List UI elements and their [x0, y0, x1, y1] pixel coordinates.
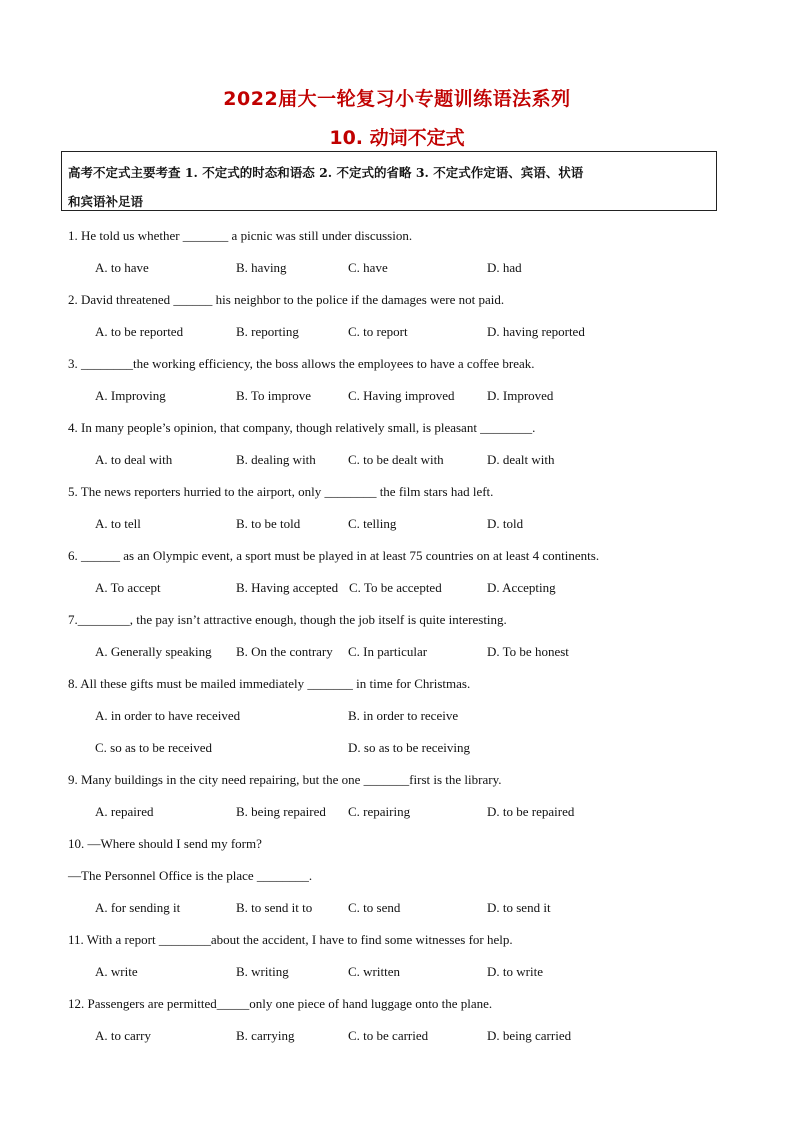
intro-box [61, 151, 717, 211]
question-1-option-a[interactable]: A. to have [95, 260, 149, 275]
question-7-option-a[interactable]: A. Generally speaking [95, 644, 212, 659]
question-4-option-d[interactable]: D. dealt with [487, 452, 555, 467]
intro-line-2: 和宾语补足语 [68, 194, 144, 209]
question-9-option-b[interactable]: B. being repaired [236, 804, 326, 819]
question-7-option-b[interactable]: B. On the contrary [236, 644, 333, 659]
question-10-option-c[interactable]: C. to send [348, 900, 401, 915]
question-5-option-c[interactable]: C. telling [348, 516, 397, 531]
question-5-option-d[interactable]: D. told [487, 516, 524, 531]
question-6-option-c[interactable]: C. To be accepted [349, 580, 442, 595]
question-8-option-b[interactable]: B. in order to receive [348, 708, 459, 723]
question-9-option-c[interactable]: C. repairing [348, 804, 411, 819]
question-12-option-c[interactable]: C. to be carried [348, 1028, 429, 1043]
question-9-option-a[interactable]: A. repaired [95, 804, 154, 819]
question-2-stem: 2. David threatened ______ his neighbor to the police if the damages were not paid. [68, 292, 505, 307]
question-11-option-c[interactable]: C. written [348, 964, 400, 979]
question-9-stem: 9. Many buildings in the city need repairing, but the one _______first is the library. [68, 772, 502, 787]
question-6-option-a[interactable]: A. To accept [95, 580, 161, 595]
question-10-option-d[interactable]: D. to send it [487, 900, 551, 915]
question-7-option-d[interactable]: D. To be honest [487, 644, 569, 659]
question-2-option-b[interactable]: B. reporting [236, 324, 299, 339]
question-2-option-c[interactable]: C. to report [348, 324, 408, 339]
question-12-option-b[interactable]: B. carrying [236, 1028, 295, 1043]
question-7-option-c[interactable]: C. In particular [348, 644, 428, 659]
question-8-option-c[interactable]: C. so as to be received [95, 740, 212, 755]
question-1-stem: 1. He told us whether _______ a picnic was still under discussion. [68, 228, 413, 243]
question-8-stem: 8. All these gifts must be mailed immediately _______ in time for Christmas. [68, 676, 471, 691]
question-12-option-d[interactable]: D. being carried [487, 1028, 572, 1043]
question-6-stem: 6. ______ as an Olympic event, a sport must be played in at least 75 countries on at least 4 continents. [68, 548, 600, 563]
question-4-option-a[interactable]: A. to deal with [95, 452, 173, 467]
question-12-option-a[interactable]: A. to carry [95, 1028, 151, 1043]
question-11-option-d[interactable]: D. to write [487, 964, 543, 979]
question-5-stem: 5. The news reporters hurried to the airport, only ________ the film stars had left. [68, 484, 494, 499]
document-title: 2022届大一轮复习小专题训练语法系列 [223, 88, 571, 110]
question-1-option-d[interactable]: D. had [487, 260, 522, 275]
question-4-stem: 4. In many people’s opinion, that company, though relatively small, is pleasant ________. [68, 420, 536, 435]
question-5-option-b[interactable]: B. to be told [236, 516, 301, 531]
question-6-option-d[interactable]: D. Accepting [487, 580, 556, 595]
question-4-option-b[interactable]: B. dealing with [236, 452, 316, 467]
question-11-stem: 11. With a report ________about the accident, I have to find some witnesses for help. [68, 932, 513, 947]
question-3-stem: 3. ________the working efficiency, the boss allows the employees to have a coffee break. [68, 356, 535, 371]
question-10-option-a[interactable]: A. for sending it [95, 900, 181, 915]
intro-line-1: 高考不定式主要考查 1. 不定式的时态和语态 2. 不定式的省略 3. 不定式作定语、宾语、状语 [68, 165, 584, 180]
question-8-option-d[interactable]: D. so as to be receiving [348, 740, 471, 755]
question-3-option-b[interactable]: B. To improve [236, 388, 312, 403]
question-10-stem: 10. —Where should I send my form? [68, 836, 262, 851]
question-2-option-a[interactable]: A. to be reported [95, 324, 184, 339]
question-10-option-b[interactable]: B. to send it to [236, 900, 313, 915]
question-5-option-a[interactable]: A. to tell [95, 516, 141, 531]
question-11-option-a[interactable]: A. write [95, 964, 138, 979]
question-7-stem: 7.________, the pay isn’t attractive enough, though the job itself is quite interesting. [68, 612, 507, 627]
question-4-option-c[interactable]: C. to be dealt with [348, 452, 444, 467]
question-8-option-a[interactable]: A. in order to have received [95, 708, 241, 723]
question-11-option-b[interactable]: B. writing [236, 964, 289, 979]
question-6-option-b[interactable]: B. Having accepted [236, 580, 339, 595]
question-12-stem: 12. Passengers are permitted_____only one piece of hand luggage onto the plane. [68, 996, 493, 1011]
question-1-option-c[interactable]: C. have [348, 260, 388, 275]
section-title: 10. 动词不定式 [329, 127, 465, 149]
question-3-option-d[interactable]: D. Improved [487, 388, 554, 403]
question-10-response: —The Personnel Office is the place ________. [68, 868, 313, 883]
question-2-option-d[interactable]: D. having reported [487, 324, 585, 339]
question-3-option-a[interactable]: A. Improving [95, 388, 166, 403]
question-1-option-b[interactable]: B. having [236, 260, 287, 275]
question-3-option-c[interactable]: C. Having improved [348, 388, 455, 403]
question-9-option-d[interactable]: D. to be repaired [487, 804, 575, 819]
